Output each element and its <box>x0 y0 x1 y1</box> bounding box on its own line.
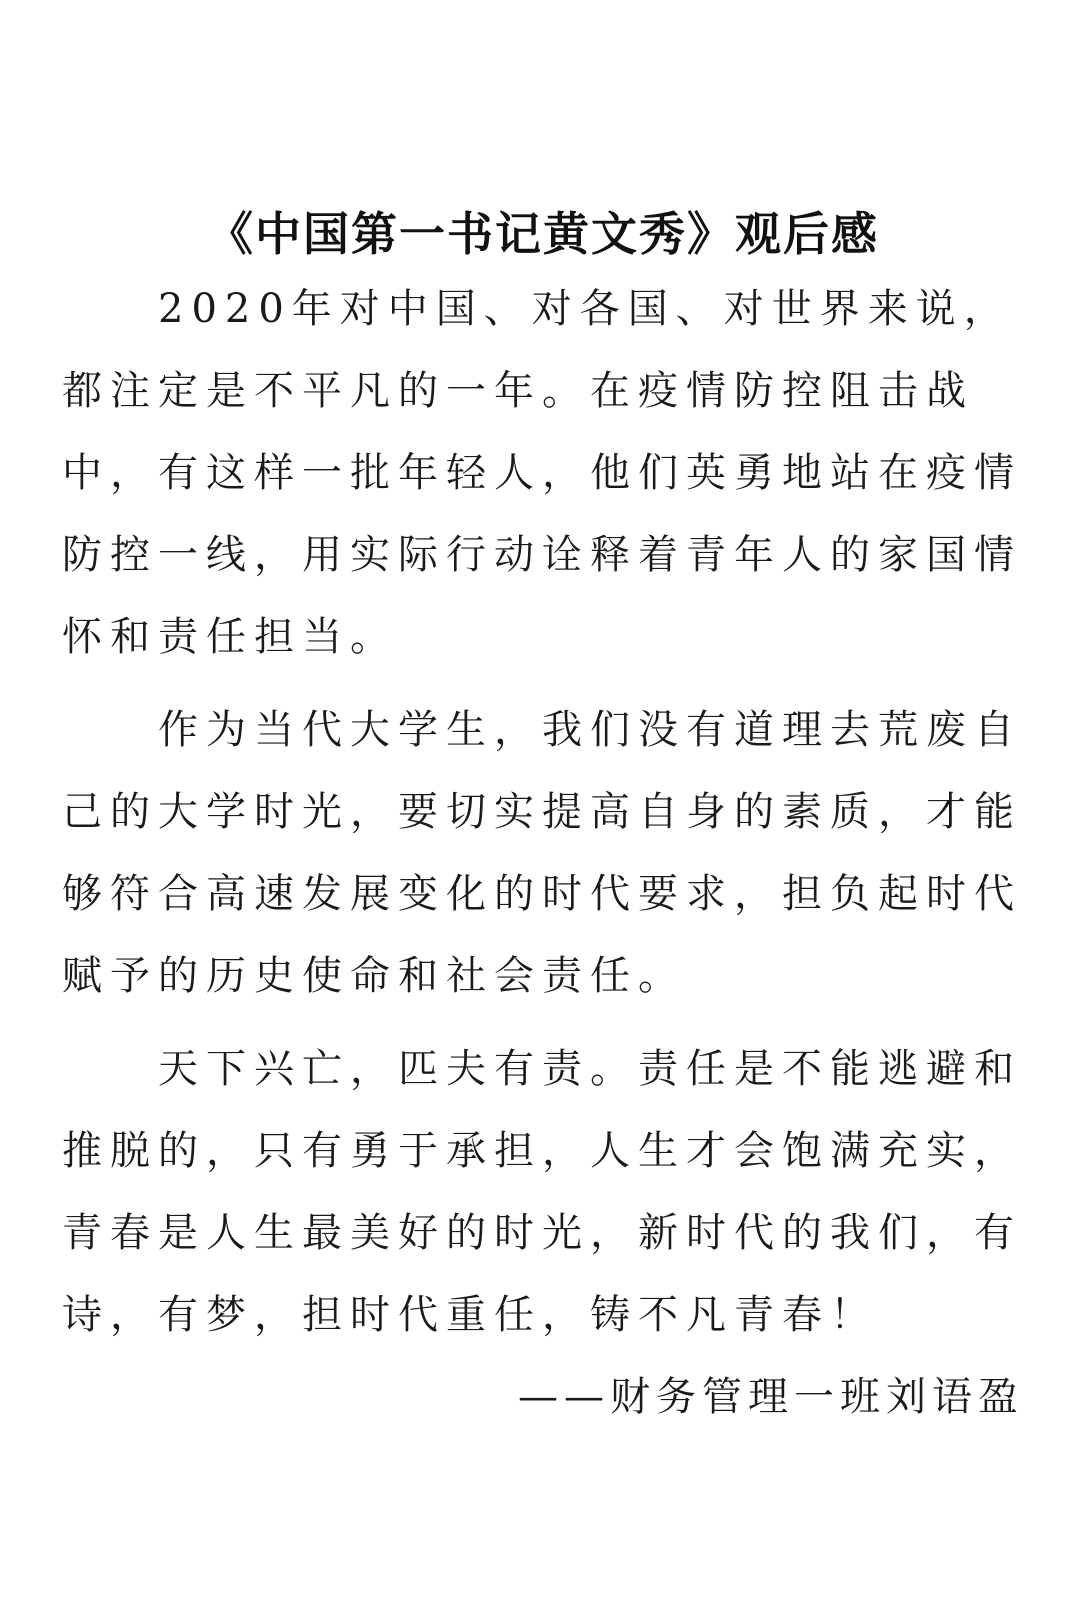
paragraph-1: 2020年对中国、对各国、对世界来说，都注定是不平凡的一年。在疫情防控阻击战中，有这样一批年轻人，他们英勇地站在疫情防控一线，用实际行动诠释着青年人的家国情怀和责任担当。 <box>62 286 1022 660</box>
paragraph-3: 天下兴亡，匹夫有责。责任是不能逃避和推脱的，只有勇于承担，人生才会饱满充实，青春是人生最美好的时光，新时代的我们，有诗，有梦，担时代重任，铸不凡青春！ <box>62 1046 1022 1338</box>
author-signature: ——财务管理一班刘语盈 <box>518 1374 1024 1420</box>
paragraph-2: 作为当代大学生，我们没有道理去荒废自己的大学时光，要切实提高自身的素质，才能够符合高速发展变化的时代要求，担负起时代赋予的历史使命和社会责任。 <box>62 707 1022 999</box>
essay-title: 《中国第一书记黄文秀》观后感 <box>207 206 879 261</box>
